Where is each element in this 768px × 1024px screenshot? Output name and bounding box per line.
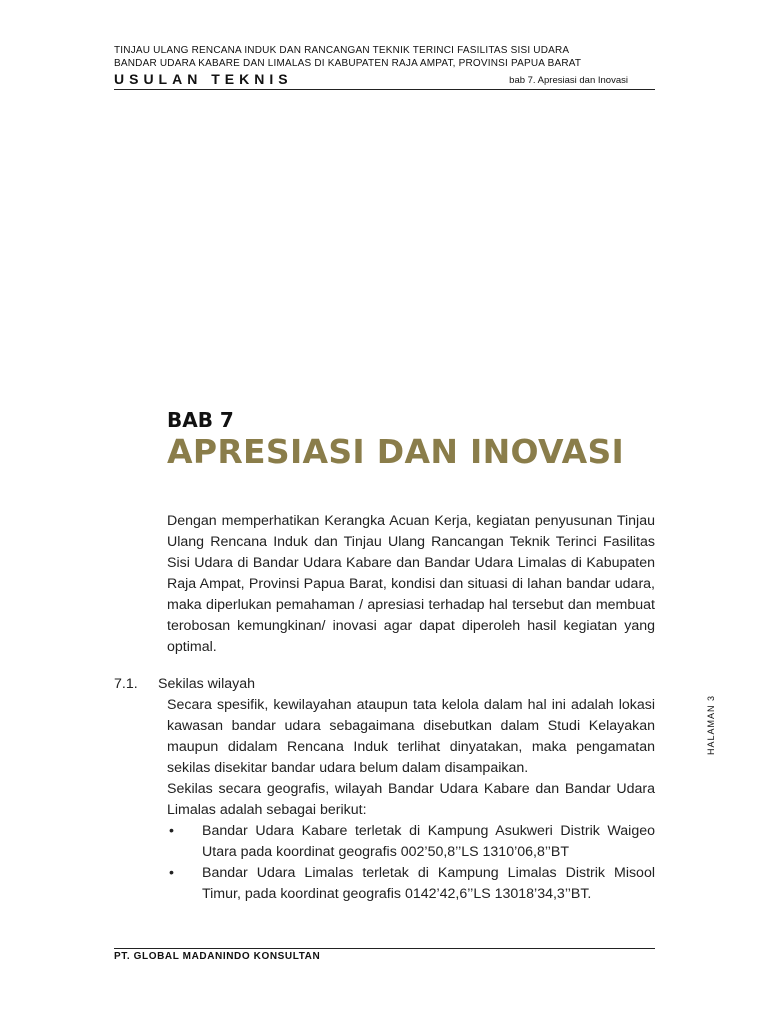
header-project-line-2: BANDAR UDARA KABARE DAN LIMALAS DI KABUPATEN RAJA AMPAT, PROVINSI PAPUA BARAT xyxy=(114,58,582,69)
bullet-icon: • xyxy=(169,823,174,839)
page-number xyxy=(706,693,720,757)
page-number-label: HALAMAN 3 xyxy=(706,694,716,755)
section-paragraph-2: Sekilas secara geografis, wilayah Bandar Udara Kabare dan Bandar Udara Limalas adalah sebagai berikut: xyxy=(167,781,655,818)
footer-divider xyxy=(114,948,655,949)
intro-paragraph: Dengan memperhatikan Kerangka Acuan Kerja, kegiatan penyusunan Tinjau Ulang Rencana Induk dan Tinjau Ulang Rancangan Teknik Terinci Fasilitas Sisi Udara di Bandar Udara Kabare dan Bandar Udara Limalas di Kabupaten Raja Ampat, Provinsi Papua Barat, kondisi dan situasi di lahan bandar udara, maka diperlukan pemahaman / apresiasi terhadap hal tersebut dan membuat terobosan kemungkinan/ inovasi agar dapat diperoleh hasil kegiatan yang optimal. xyxy=(167,513,655,655)
chapter-label: BAB 7 xyxy=(167,408,234,432)
chapter-title: APRESIASI DAN INOVASI xyxy=(167,432,625,471)
section-paragraph-1: Secara spesifik, kewilayahan ataupun tata kelola dalam hal ini adalah lokasi kawasan bandar udara sebagaimana disebutkan dalam Studi Kelayakan maupun didalam Rencana Induk terlihat dinyatakan, maka pengamatan sekilas disekitar bandar udara belum dalam disampaikan. xyxy=(167,697,655,776)
footer-company-name: PT. GLOBAL MADANINDO KONSULTAN xyxy=(114,951,321,962)
list-item-text: Bandar Udara Limalas terletak di Kampung Limalas Distrik Misool Timur, pada koordinat geografis 0142’42,6’’LS 13018’34,3’’BT. xyxy=(202,865,655,902)
section-title: Sekilas wilayah xyxy=(158,676,255,692)
header-chapter-reference: bab 7. Apresiasi dan Inovasi xyxy=(509,75,628,86)
list-item-text: Bandar Udara Kabare terletak di Kampung Asukweri Distrik Waigeo Utara pada koordinat geografis 002’50,8’’LS 1310’06,8’’BT xyxy=(202,823,655,860)
header-project-line-1: TINJAU ULANG RENCANA INDUK DAN RANCANGAN TEKNIK TERINCI FASILITAS SISI UDARA xyxy=(114,45,570,56)
section-number: 7.1. xyxy=(114,676,138,692)
header-divider xyxy=(114,89,655,90)
bullet-icon: • xyxy=(169,865,174,881)
document-title: USULAN TEKNIS xyxy=(114,71,293,87)
